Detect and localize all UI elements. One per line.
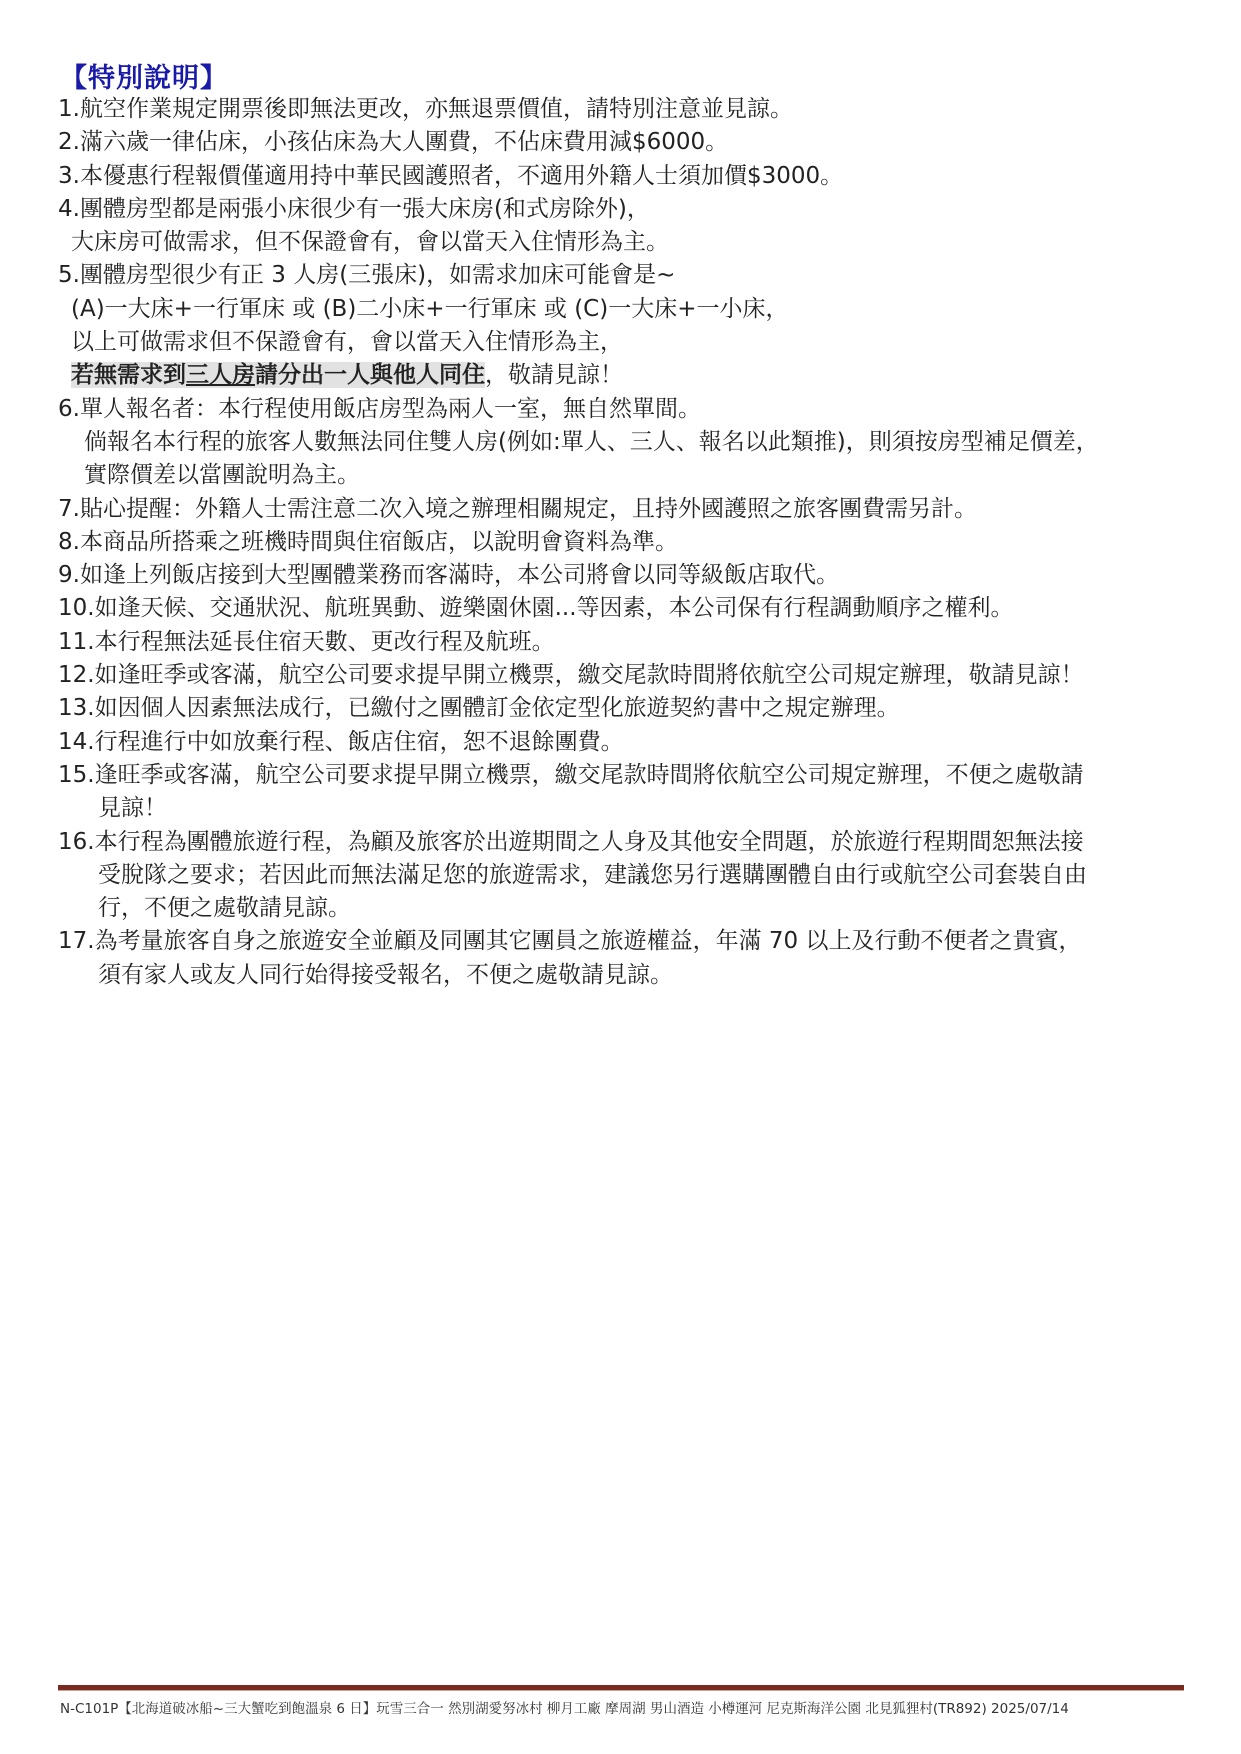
- note-10: 10.如逢天候、交通狀況、航班異動、遊樂園休園...等因素，本公司保有行程調動順序之權利。: [58, 595, 1014, 622]
- note-16: 16.本行程為團體旅遊行程，為顧及旅客於出遊期間之人身及其他安全問題，於旅遊行程期間恕無法接: [58, 828, 1084, 855]
- footer-text: N-C101P【北海道破冰船~三大蟹吃到飽溫泉 6 日】玩雪三合一 然別湖愛努冰村 柳月工廠 摩周湖 男山酒造 小樽運河 尼克斯海洋公園 北見狐狸村(TR892) 2025/07/14: [60, 1701, 1069, 1717]
- note-7: 7.貼心提醒：外籍人士需注意二次入境之辦理相關規定，且持外國護照之旅客團費需另計。: [58, 495, 977, 522]
- highlight-underlined: 三人房: [186, 362, 255, 389]
- note-8: 8.本商品所搭乘之班機時間與住宿飯店，以說明會資料為準。: [58, 528, 678, 555]
- highlighted-text: [71, 362, 485, 388]
- note-6-cont-1: 倘報名本行程的旅客人數無法同住雙人房(例如:單人、三人、報名以此類推)，則須按房型補足價差，: [84, 428, 1099, 455]
- note-16-cont-1: 受脫隊之要求；若因此而無法滿足您的旅遊需求，建議您另行選購團體自由行或航空公司套裝自由: [98, 861, 1087, 888]
- note-5-options: (A)一大床+一行軍床 或 (B)二小床+一行軍床 或 (C)一大床+一小床，: [71, 295, 789, 322]
- note-15: 15.逢旺季或客滿，航空公司要求提早開立機票，繳交尾款時間將依航空公司規定辦理，不便之處敬請: [58, 761, 1084, 788]
- highlight-part-2: 請分出一人與他人同住: [255, 362, 485, 389]
- note-16-cont-2: 行，不便之處敬請見諒。: [98, 895, 351, 922]
- note-14: 14.行程進行中如放棄行程、飯店住宿，恕不退餘團費。: [58, 728, 624, 755]
- note-6-cont-2: 實際價差以當團說明為主。: [84, 462, 360, 489]
- note-6: 6.單人報名者：本行程使用飯店房型為兩人一室，無自然單間。: [58, 395, 701, 422]
- note-2: 2.滿六歲一律佔床，小孩佔床為大人團費，不佔床費用減$6000。: [58, 129, 729, 156]
- note-5: 5.團體房型很少有正 3 人房(三張床)，如需求加床可能會是~: [58, 262, 676, 289]
- notes-list: [58, 93, 1188, 992]
- note-15-cont: 見諒！: [98, 795, 167, 822]
- note-13: 13.如因個人因素無法成行，已繳付之團體訂金依定型化旅遊契約書中之規定辦理。: [58, 695, 900, 722]
- note-12: 12.如逢旺季或客滿，航空公司要求提早開立機票，繳交尾款時間將依航空公司規定辦理，敬請見諒！: [58, 662, 1084, 689]
- note-4: 4.團體房型都是兩張小床很少有一張大床房(和式房除外)，: [58, 195, 650, 222]
- highlight-part-1: 若無需求到: [71, 362, 186, 389]
- note-9: 9.如逢上列飯店接到大型團體業務而客滿時，本公司將會以同等級飯店取代。: [58, 562, 839, 589]
- footer-divider: [58, 1685, 1184, 1691]
- note-1: 1.航空作業規定開票後即無法更改，亦無退票價值，請特別注意並見諒。: [58, 96, 793, 122]
- note-4-cont: 大床房可做需求，但不保證會有，會以當天入住情形為主。: [71, 229, 669, 256]
- note-5-emphasis: [58, 359, 1188, 392]
- note-5-tail: ，敬請見諒！: [485, 362, 623, 389]
- note-17: 17.為考量旅客自身之旅遊安全並顧及同團其它團員之旅遊權益，年滿 70 以上及行動不便者之貴賓，: [58, 928, 1082, 955]
- note-5-cont: 以上可做需求但不保證會有，會以當天入住情形為主，: [71, 329, 623, 356]
- note-11: 11.本行程無法延長住宿天數、更改行程及航班。: [58, 628, 555, 655]
- note-17-cont: 須有家人或友人同行始得接受報名，不便之處敬請見諒。: [98, 961, 673, 988]
- section-heading: 【特別說明】: [60, 63, 228, 94]
- note-3: 3.本優惠行程報價僅適用持中華民國護照者，不適用外籍人士須加價$3000。: [58, 162, 844, 189]
